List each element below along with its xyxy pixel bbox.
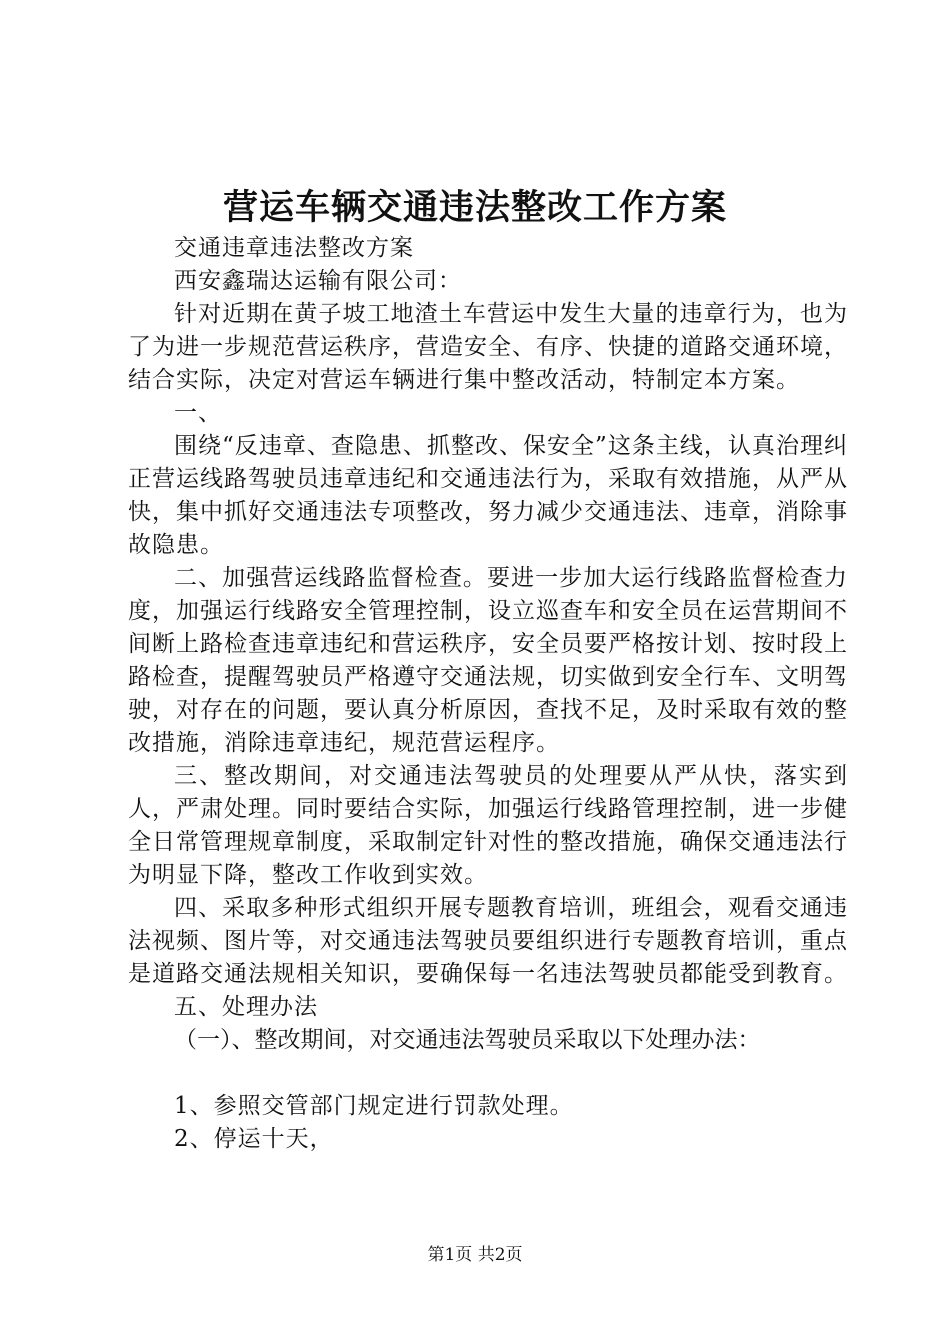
paragraph-addressee: 西安鑫瑞达运输有限公司： bbox=[174, 268, 462, 294]
paragraph-measure-1: 1、参照交管部门规定进行罚款处理。 bbox=[174, 1093, 574, 1119]
paragraph-section-5-heading: 五、处理办法 bbox=[174, 994, 318, 1020]
paragraph-section-2: 二、加强营运线路监督检查。要进一步加大运行线路监督检查力度，加强运行线路安全管理控制，设立巡查车和安全员在运营期间不间断上路检查违章违纪和营运秩序，安全员要严格按计划、按时段上路检查，提醒驾驶员严格遵守交通法规，切实做到安全行车、文明驾驶，对存在的问题，要认真分析原因，查找不足，及时采取有效的整改措施，消除违章违纪，规范营运程序。 bbox=[128, 565, 848, 756]
paragraph-section-4: 四、采取多种形式组织开展专题教育培训，班组会，观看交通违法视频、图片等，对交通违法驾驶员要组织进行专题教育培训，重点是道路交通法规相关知识，要确保每一名违法驾驶员都能受到教育。 bbox=[128, 895, 848, 987]
paragraph-measure-2: 2、停运十天， bbox=[174, 1126, 334, 1152]
paragraph-subtitle: 交通违章违法整改方案 bbox=[174, 235, 414, 261]
page-footer: 第1页 共2页 bbox=[427, 1245, 523, 1265]
paragraph-section-1: 围绕“反违章、查隐患、抓整改、保安全”这条主线，认真治理纠正营运线路驾驶员违章违纪和交通违法行为，采取有效措施，从严从快，集中抓好交通违法专项整改，努力减少交通违法、违章，消除事故隐患。 bbox=[128, 433, 848, 558]
paragraph-intro: 针对近期在黄子坡工地渣土车营运中发生大量的违章行为，也为了为进一步规范营运秩序，营造安全、有序、快捷的道路交通环境，结合实际，决定对营运车辆进行集中整改活动，特制定本方案。 bbox=[128, 301, 848, 393]
document-title: 营运车辆交通违法整改工作方案 bbox=[222, 187, 727, 228]
paragraph-section-1-heading: 一、 bbox=[174, 400, 222, 426]
paragraph-section-3: 三、整改期间，对交通违法驾驶员的处理要从严从快，落实到人，严肃处理。同时要结合实际，加强运行线路管理控制，进一步健全日常管理规章制度，采取制定针对性的整改措施，确保交通违法行为明显下降，整改工作收到实效。 bbox=[128, 763, 848, 888]
paragraph-measures-intro: （一）、整改期间，对交通违法驾驶员采取以下处理办法： bbox=[174, 1027, 761, 1053]
document-body bbox=[128, 232, 848, 1156]
